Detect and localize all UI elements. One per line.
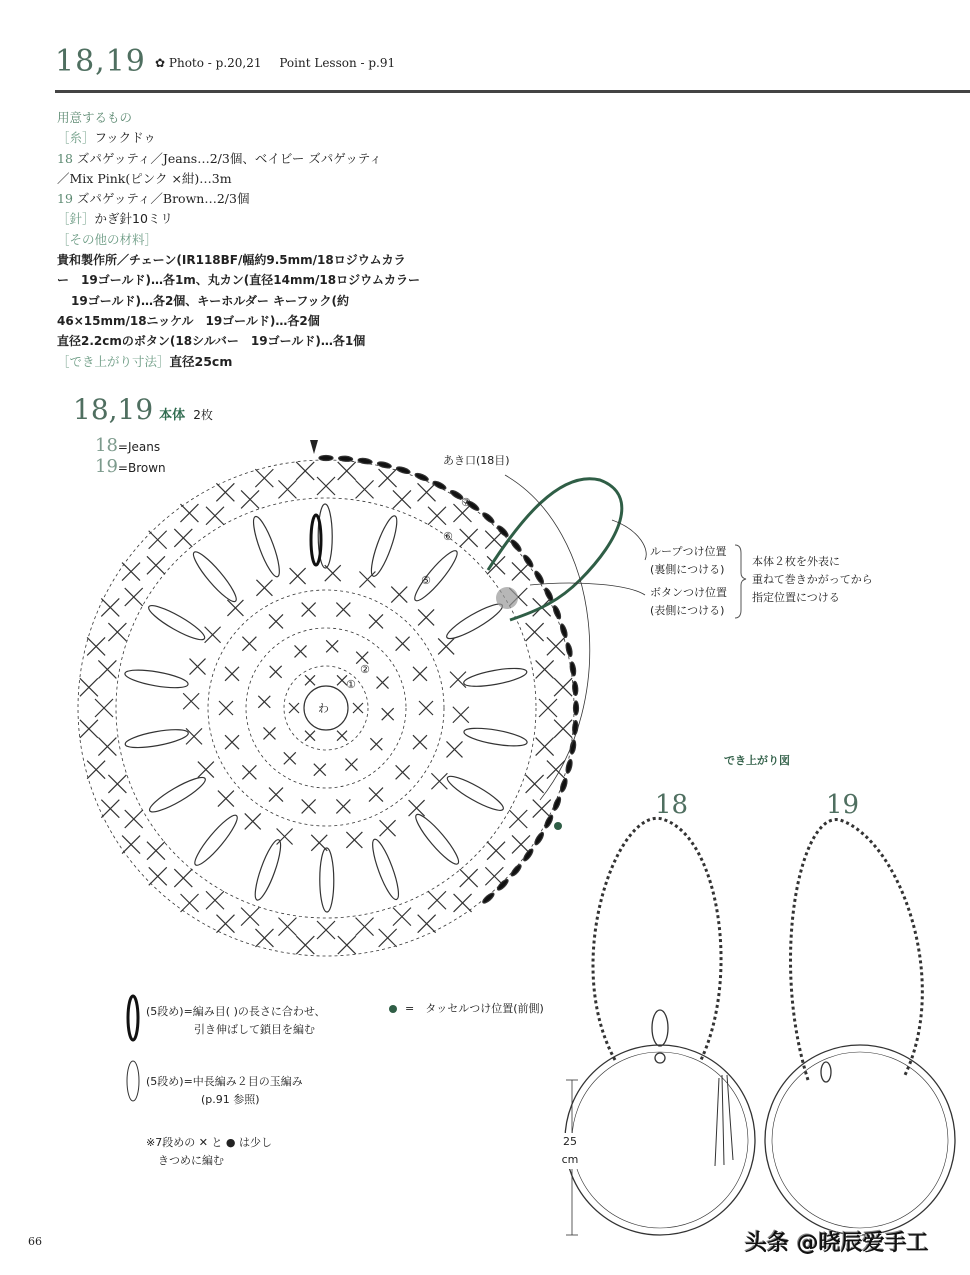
slip-stitch-mark [338,456,352,462]
slip-stitch-mark [559,623,568,638]
single-crochet-mark [370,738,382,750]
slip-stitch-mark [569,662,576,677]
tassel-legend-dot [389,1005,397,1013]
single-crochet-mark [227,600,243,616]
long-chain-symbol [128,996,138,1040]
instruction-line: 指定位置につける [752,591,840,604]
single-crochet-mark [338,936,356,954]
legend-puff-stitch [146,1073,303,1109]
slip-stitch-mark [319,456,333,461]
single-crochet-mark [314,764,326,776]
other-material-1: 貴和製作所／チェーン(IR118BF/幅約9.5mm/18ロジウムカラ [57,253,406,268]
slip-stitch-mark [572,720,578,734]
single-crochet-mark [326,640,338,652]
single-crochet-mark [337,731,347,741]
size-value: 直径25cm [169,353,233,369]
tassel-legend: = タッセルつけ位置(前側) [405,1002,544,1015]
single-crochet-mark [450,672,466,688]
single-crochet-mark [509,810,527,828]
single-crochet-mark [206,507,224,525]
slip-stitch-mark [522,848,534,862]
center-ring-label: わ [318,702,329,715]
single-crochet-mark [526,623,544,641]
legend-text: (p.91 参照) [201,1093,260,1106]
single-crochet-mark [369,788,383,802]
single-crochet-mark [512,562,530,580]
single-crochet-mark [336,799,350,813]
pattern-18-number: 18 [57,150,73,166]
single-crochet-mark [255,929,273,947]
single-crochet-mark [108,623,126,641]
single-crochet-mark [186,728,202,744]
single-crochet-mark [305,675,315,685]
puff-stitch-mark [463,725,528,750]
single-crochet-mark [277,828,293,844]
single-crochet-mark [174,869,192,887]
single-crochet-mark [80,720,98,738]
single-crochet-mark [87,761,105,779]
single-crochet-mark [353,703,363,713]
single-crochet-mark [296,936,314,954]
single-crochet-mark [149,867,167,885]
single-crochet-mark [396,765,410,779]
puff-stitch-mark [124,667,189,692]
single-crochet-mark [218,791,234,807]
other-material-3: 19ゴールド)…各2個、キーホルダー キーフック(約 [71,293,350,308]
single-crochet-mark [190,659,206,675]
puff-stitch-mark [444,771,507,815]
single-crochet-mark [101,800,119,818]
slip-stitch-mark [543,814,554,829]
slip-stitch-mark [377,461,392,469]
chart-number: 18,19 [73,393,154,426]
puff-stitch-mark [190,811,242,869]
chart-count: 2枚 [193,408,213,422]
bag-18-label: 18 [655,790,689,820]
instruction-line: 本体２枚を外表に [752,555,840,568]
slip-stitch-mark [522,554,534,568]
pattern-19-number: 19 [57,191,73,207]
legend-text: 引き伸ばして鎖目を編む [194,1023,315,1036]
button-position-marker [496,587,518,609]
single-crochet-mark [258,696,270,708]
single-crochet-mark [242,637,256,651]
single-crochet-mark [418,609,434,625]
single-crochet-mark [256,580,272,596]
round-1-label: ① [346,678,356,691]
single-crochet-mark [125,810,143,828]
puff-stitch-mark [320,848,334,912]
other-material-4: 46×15mm/18ニッケル 19ゴールド)…各2個 [57,313,320,328]
flower-icon: ✿ [155,56,166,70]
single-crochet-mark [454,894,472,912]
slip-stitch-mark [533,831,545,846]
single-crochet-mark [536,738,554,756]
color-key-label: =Brown [117,461,166,475]
single-crochet-mark [393,908,411,926]
single-crochet-mark [302,603,316,617]
single-crochet-mark [98,738,116,756]
single-crochet-mark [216,915,234,933]
single-crochet-mark [174,529,192,547]
single-crochet-mark [428,891,446,909]
single-crochet-mark [539,699,557,717]
single-crochet-mark [317,477,335,495]
loop-side-label: (裏側につける) [650,563,725,576]
slip-stitch-mark [565,642,573,657]
single-crochet-mark [295,645,307,657]
other-material-2: ー 19ゴールド)…各1m、丸カン(直径14mm/18ロジウムカラー [57,273,420,288]
slip-stitch-mark [396,466,411,475]
single-crochet-mark [380,820,396,836]
single-crochet-mark [554,720,572,738]
single-crochet-mark [149,531,167,549]
slip-stitch-mark [572,681,578,695]
button-side-label: (表側につける) [650,604,725,617]
single-crochet-mark [219,701,233,715]
single-crochet-mark [356,480,374,498]
slip-stitch-mark [533,570,545,585]
color-key-label: =Jeans [117,440,161,454]
photo-reference: Photo - p.20,21 [168,56,262,70]
chart-label: 本体 [159,408,186,423]
slip-stitch-mark [510,863,523,877]
opening-label: あき口(18目) [443,454,510,467]
single-crochet-mark [242,765,256,779]
loop-position-note [650,543,740,579]
single-crochet-mark [147,556,165,574]
round-5-label: ⑤ [421,574,431,587]
puff-stitch-mark [249,514,284,579]
single-crochet-mark [359,572,375,588]
single-crochet-mark [512,835,530,853]
puff-stitch-mark [146,773,208,817]
tassel-marker [554,822,562,830]
long-chain-mark [311,515,321,565]
single-crochet-mark [181,894,199,912]
single-crochet-mark [418,483,436,501]
loop-position-label: ループつけ位置 [650,545,727,558]
slip-stitch-mark [552,796,562,811]
single-crochet-mark [460,529,478,547]
slip-stitch-mark [543,587,554,602]
note-text: ※7段めの ✕ と ● は少し [146,1136,273,1149]
single-crochet-mark [533,800,551,818]
yarn-19-line: ズパゲッティ／Brown…2/3個 [76,191,250,207]
slip-stitch-mark [481,511,495,524]
single-crochet-mark [547,761,565,779]
puff-stitch-mark [124,726,189,751]
finished-title: でき上がり図 [724,754,790,767]
single-crochet-mark [393,490,411,508]
dimension-value: 25 [563,1135,577,1148]
slip-stitch-mark [414,472,429,482]
single-crochet-mark [87,637,105,655]
single-crochet-mark [269,788,283,802]
single-crochet-mark [305,731,315,741]
needle-label: ［針］ [57,211,95,227]
yarn-label: ［糸］ [57,130,95,146]
single-crochet-mark [296,462,314,480]
single-crochet-mark [336,603,350,617]
single-crochet-mark [80,678,98,696]
single-crochet-mark [147,842,165,860]
page-number: 66 [28,1235,42,1248]
slip-stitch-mark [358,458,373,465]
single-crochet-mark [278,918,296,936]
slip-stitch-mark [559,778,568,793]
single-crochet-mark [377,677,389,689]
single-crochet-mark [460,869,478,887]
note-text: きつめに編む [158,1154,224,1167]
single-crochet-mark [446,741,462,757]
puff-stitch-mark [145,601,208,645]
single-crochet-mark [317,921,335,939]
yarn-18-line: ズパゲッティ／Jeans…2/3個、ベイビー ズパゲッティ [76,150,382,166]
single-crochet-mark [345,759,357,771]
single-crochet-mark [95,699,113,717]
single-crochet-mark [391,587,407,603]
single-crochet-mark [263,727,275,739]
legend-text: (5段め)=中長編み２目の玉編み [146,1075,303,1088]
single-crochet-mark [255,469,273,487]
puff-stitch-mark [463,665,528,690]
round-6-label: ⑥ [443,530,453,543]
other-materials-label: ［その他の材料］ [57,231,158,247]
single-crochet-mark [419,701,433,715]
single-crochet-mark [206,891,224,909]
single-crochet-mark [225,667,239,681]
bag-19-illustration [765,820,955,1235]
single-crochet-mark [487,842,505,860]
single-crochet-mark [183,693,199,709]
single-crochet-mark [382,708,394,720]
legend-long-chain [146,1003,326,1039]
single-crochet-mark [431,773,447,789]
dimension-unit: cm [561,1153,579,1166]
needle-value: かぎ針10ミリ [94,211,173,227]
single-crochet-mark [302,799,316,813]
single-crochet-mark [284,752,296,764]
single-crochet-mark [98,660,116,678]
lesson-reference: Point Lesson - p.91 [279,56,396,70]
single-crochet-mark [554,678,572,696]
single-crochet-mark [547,637,565,655]
single-crochet-mark [356,918,374,936]
slip-stitch-mark [552,605,562,620]
single-crochet-mark [379,929,397,947]
legend-text: (5段め)=編み目( )の長さに合わせ、 [146,1005,326,1018]
single-crochet-mark [289,703,299,713]
button-position-note [650,584,740,620]
single-crochet-mark [225,735,239,749]
single-crochet-mark [409,800,425,816]
yarn-18-line-2: ／Mix Pink(ピンク ×紺)…3m [57,170,232,186]
assembly-instruction [752,553,873,607]
single-crochet-mark [379,469,397,487]
single-crochet-mark [338,462,356,480]
single-crochet-mark [290,568,306,584]
single-crochet-mark [278,480,296,498]
single-crochet-mark [396,637,410,651]
single-crochet-mark [245,813,261,829]
single-crochet-mark [270,666,282,678]
other-material-5: 直径2.2cmのボタン(18シルバー 19ゴールド)…各1個 [57,334,366,349]
single-crochet-mark [526,775,544,793]
color-key-number: 18 [95,435,118,456]
watermark: 头条 @晓辰爱手工 [745,1231,929,1256]
single-crochet-mark [122,836,140,854]
slip-stitch-mark [481,892,495,905]
round-7-label: ⑦ [461,496,471,509]
single-crochet-mark [180,504,198,522]
yarn-brand: フックドゥ [94,130,156,146]
single-crochet-mark [241,908,259,926]
puff-stitch-mark [251,837,286,902]
single-crochet-mark [418,915,436,933]
puff-stitch-mark [443,599,505,643]
single-crochet-mark [241,490,259,508]
single-crochet-mark [428,507,446,525]
puff-stitch-mark [367,514,402,579]
puff-stitch-mark [411,810,463,868]
slip-stitch-mark [574,701,579,715]
single-crochet-mark [413,667,427,681]
single-crochet-mark [346,832,362,848]
single-crochet-mark [216,483,234,501]
puff-stitch-symbol [127,1061,139,1101]
instruction-line: 重ねて巻きかがってから [752,573,873,586]
bag-19-label: 19 [826,790,860,820]
slip-stitch-mark [510,539,523,553]
slip-stitch-mark [565,759,573,774]
single-crochet-mark [536,660,554,678]
single-crochet-mark [438,638,454,654]
single-crochet-mark [101,598,119,616]
single-crochet-mark [413,735,427,749]
bag-18-illustration [565,818,755,1235]
single-crochet-mark [198,762,214,778]
single-crochet-mark [269,614,283,628]
start-marker [310,440,318,454]
single-crochet-mark [108,775,126,793]
single-crochet-mark [122,563,140,581]
slip-stitch-mark [432,480,447,491]
dimension-label [560,1133,580,1169]
button-position-label: ボタンつけ位置 [650,586,727,599]
legend-note [146,1134,272,1170]
single-crochet-mark [453,707,469,723]
puff-stitch-mark [410,547,462,605]
single-crochet-mark [125,588,143,606]
single-crochet-mark [369,614,383,628]
single-crochet-mark [205,627,221,643]
puff-stitch-mark [189,548,241,606]
puff-stitch-mark [368,837,403,902]
color-key-number: 19 [95,456,118,477]
pattern-number: 18,19 [55,44,146,79]
round-2-label: ② [360,663,370,676]
materials-heading: 用意するもの [57,110,133,125]
size-label: ［でき上がり寸法］ [57,353,170,369]
